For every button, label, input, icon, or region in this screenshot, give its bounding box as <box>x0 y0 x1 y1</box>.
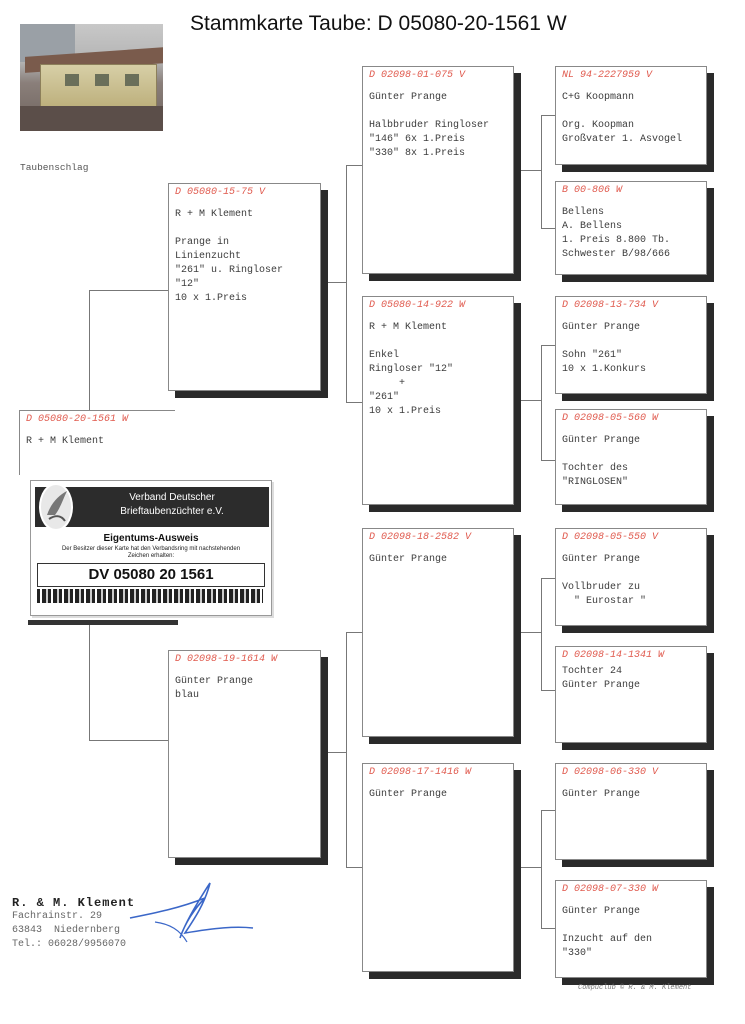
connector-line <box>89 290 90 410</box>
ring-number: D 02098-17-1416 W <box>369 767 472 778</box>
connector-line <box>346 867 362 868</box>
ring-number: D 02098-01-075 V <box>369 70 466 81</box>
card-text: Günter Prange Vollbruder zu " Eurostar " <box>562 554 647 607</box>
connector-line <box>541 578 555 579</box>
ring-number: D 02098-07-330 W <box>562 884 659 895</box>
ring-number: D 05080-15-75 V <box>175 187 266 198</box>
ownership-text: Der Besitzer dieser Karte hat den Verbandsring mit nachstehenden Zeichen erhalten: <box>61 546 241 559</box>
pedigree-card-mfm <box>555 646 707 743</box>
pedigree-card-fff <box>555 66 707 165</box>
pedigree-card-main <box>19 410 175 475</box>
ring-number: D 02098-13-734 V <box>562 300 659 311</box>
ring-number: D 02098-18-2582 V <box>369 532 472 543</box>
pedigree-card-ffm <box>555 181 707 275</box>
signature <box>125 878 255 948</box>
ring-number: D 02098-19-1614 W <box>175 654 278 665</box>
breeder-name: R. & M. Klement <box>12 896 136 910</box>
pedigree-card-mmf <box>555 763 707 860</box>
pedigree-card-mm <box>362 763 514 972</box>
connector-line <box>346 165 347 402</box>
card-text: Günter Prange blau <box>175 676 254 701</box>
connector-line <box>541 810 555 811</box>
taubenschlag-label: Taubenschlag <box>20 162 89 173</box>
pedigree-card-mmm <box>555 880 707 978</box>
page-title: Stammkarte Taube: D 05080-20-1561 W <box>190 12 567 35</box>
ring-number: D 02098-14-1341 W <box>562 650 665 661</box>
connector-line <box>513 170 541 171</box>
connector-line <box>513 400 541 401</box>
card-text: Günter Prange Sohn "261" 10 x 1.Konkurs <box>562 322 647 375</box>
card-text: Günter Prange Halbbruder Ringloser "146" 6x 1.Preis "330" 8x 1.Preis <box>369 92 490 159</box>
ring-number: D 02098-06-330 V <box>562 767 659 778</box>
connector-line <box>541 345 542 460</box>
connector-line <box>89 625 90 740</box>
ring-number: NL 94-2227959 V <box>562 70 653 81</box>
pedigree-card-mf <box>362 528 514 737</box>
ownership-heading: Eigentums-Ausweis <box>103 533 199 544</box>
ring-number: D 05080-14-922 W <box>369 300 466 311</box>
card-text: R + M Klement <box>26 436 105 447</box>
connector-line <box>541 928 555 929</box>
card-text: Bellens A. Bellens 1. Preis 8.800 Tb. Schwester B/98/666 <box>562 207 671 260</box>
card-text: Günter Prange Inzucht auf den "330" <box>562 906 653 959</box>
pedigree-card-fm <box>362 296 514 505</box>
connector-line <box>541 578 542 690</box>
ring-number: D 02098-05-550 V <box>562 532 659 543</box>
ring-number: B 00-806 W <box>562 185 623 196</box>
pedigree-card-father <box>168 183 321 391</box>
connector-line <box>346 632 362 633</box>
connector-line <box>541 460 555 461</box>
connector-line <box>89 740 169 741</box>
ring-number-box: DV 05080 20 1561 <box>37 563 265 587</box>
divider <box>28 620 178 625</box>
connector-line <box>541 690 555 691</box>
breeder-phone: Tel.: 06028/9956070 <box>12 939 127 950</box>
card-text: Günter Prange Tochter des "RINGLOSEN" <box>562 435 641 488</box>
pedigree-card-fmf <box>555 296 707 394</box>
card-text: R + M Klement Enkel Ringloser "12" + "261" 10 x 1.Preis <box>369 322 454 417</box>
connector-line <box>513 632 541 633</box>
breeder-address <box>12 896 135 952</box>
connector-line <box>320 282 346 283</box>
connector-line <box>513 867 541 868</box>
org-name-line2: Brieftaubenzüchter e.V. <box>120 506 224 517</box>
pigeon-logo-icon <box>39 483 73 531</box>
pedigree-card-mother <box>168 650 321 858</box>
breeder-city: 63843 Niedernberg <box>12 925 121 936</box>
connector-line <box>346 632 347 867</box>
card-text: Günter Prange <box>369 789 448 800</box>
connector-line <box>541 115 555 116</box>
pedigree-card-fmm <box>555 409 707 505</box>
connector-line <box>89 290 169 291</box>
org-name-line1: Verband Deutscher <box>129 492 215 503</box>
card-text: Günter Prange <box>369 554 448 565</box>
pedigree-card-mff <box>555 528 707 626</box>
ring-number: D 02098-05-560 W <box>562 413 659 424</box>
decorative-band <box>37 589 263 603</box>
connector-line <box>541 810 542 928</box>
connector-line <box>320 752 346 753</box>
connector-line <box>346 165 362 166</box>
ownership-card <box>30 480 272 616</box>
connector-line <box>541 345 555 346</box>
loft-photo <box>20 24 163 131</box>
card-text: Günter Prange <box>562 789 641 800</box>
connector-line <box>541 228 555 229</box>
connector-line <box>346 402 362 403</box>
card-text: Tochter 24 Günter Prange <box>562 666 641 691</box>
pedigree-card-ff <box>362 66 514 274</box>
connector-line <box>541 115 542 228</box>
breeder-street: Fachrainstr. 29 <box>12 911 103 922</box>
card-text: R + M Klement Prange in Linienzucht "261" u. Ringloser "12" 10 x 1.Preis <box>175 209 284 304</box>
footer-credit: Compuclub © R. & M. Klement <box>578 984 692 992</box>
card-text: C+G Koopmann Org. Koopman Großvater 1. Asvogel <box>562 92 683 145</box>
ring-number: D 05080-20-1561 W <box>26 414 129 425</box>
